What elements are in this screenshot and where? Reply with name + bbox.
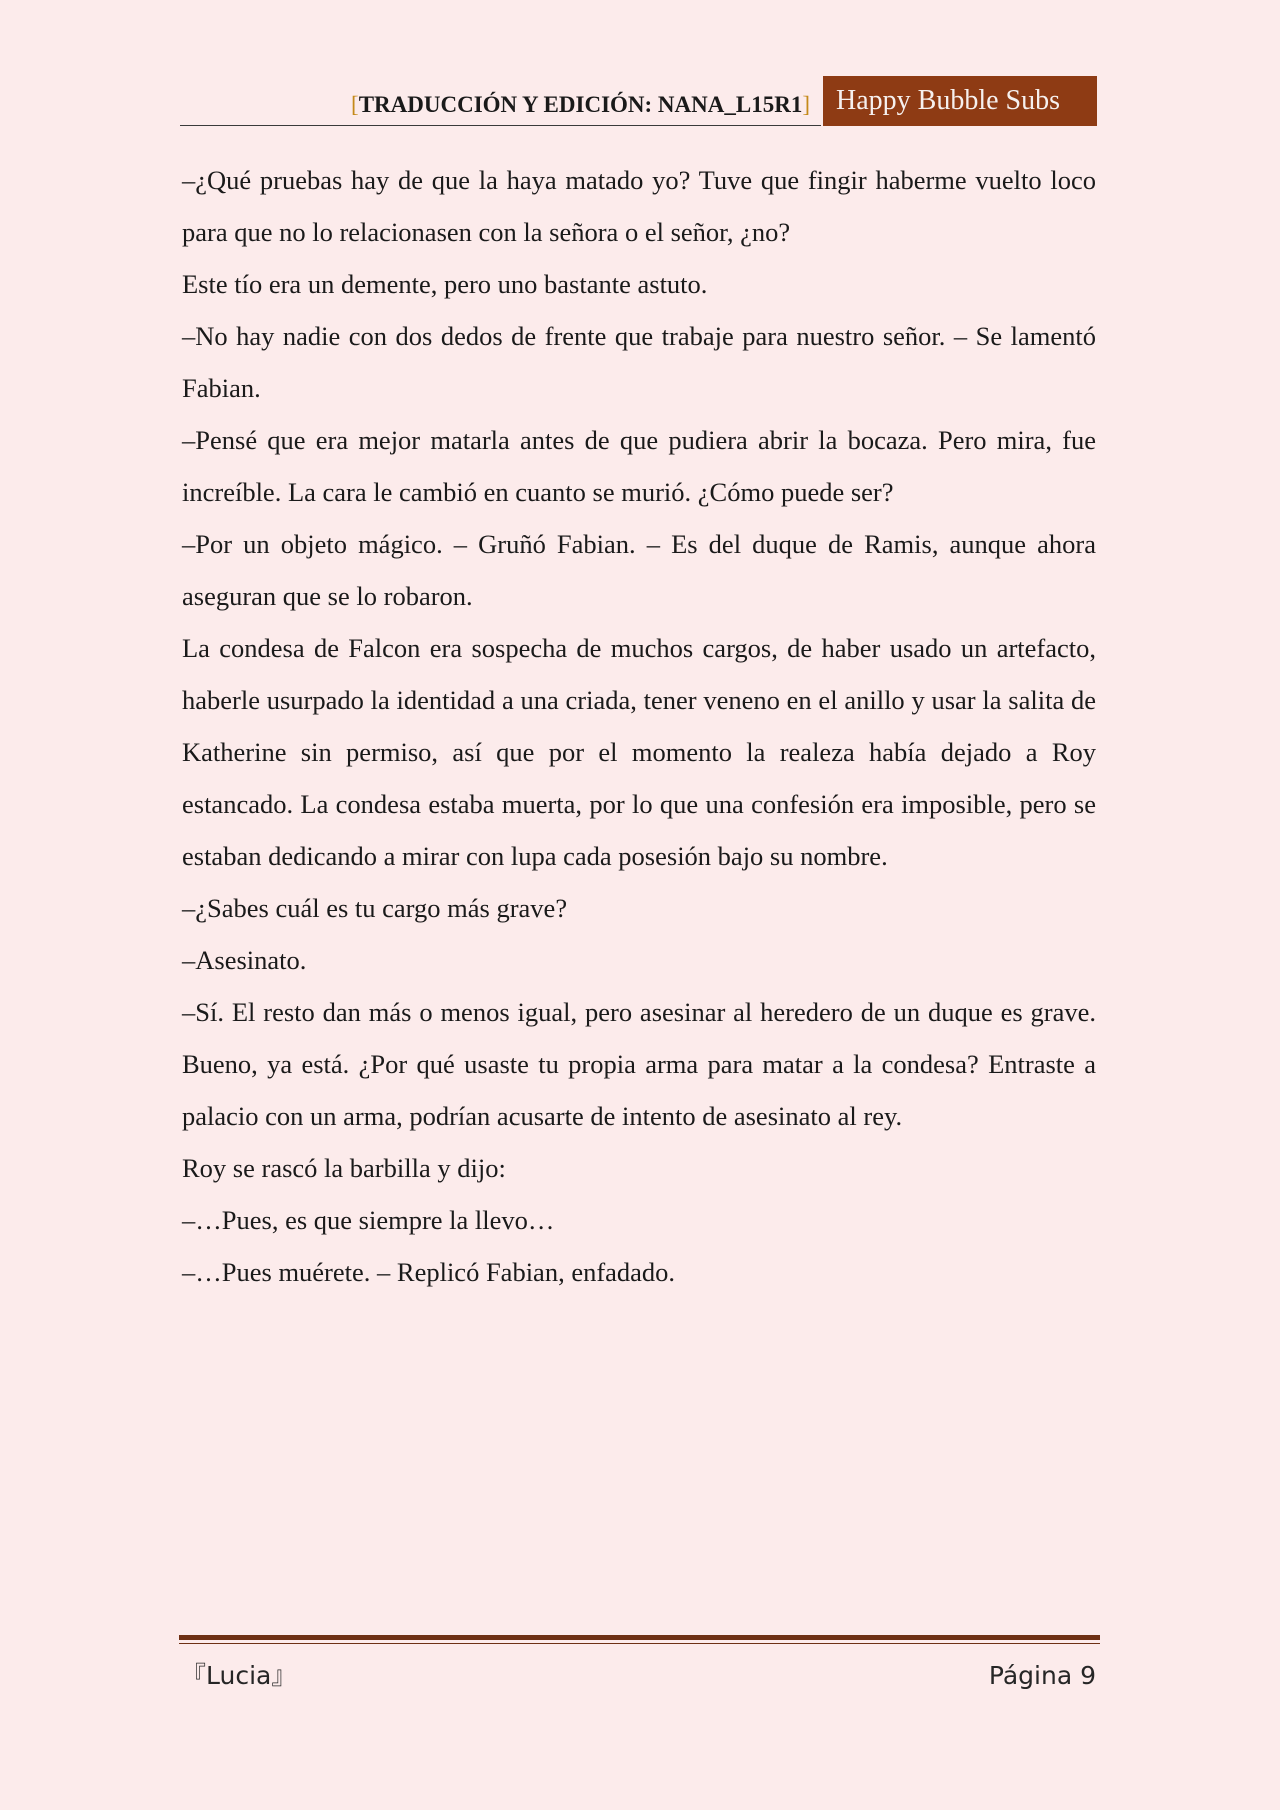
paragraph: –No hay nadie con dos dedos de frente que trabaje para nuestro señor. – Se lamentó Fabian. xyxy=(182,321,1096,403)
footer-rule-thin xyxy=(179,1643,1100,1644)
page-body xyxy=(182,154,1096,1298)
paragraph: –Por un objeto mágico. – Gruñó Fabian. – Es del duque de Ramis, aunque ahora aseguran que se lo robaron. xyxy=(182,529,1096,611)
footer-book-title: 『Lucia』 xyxy=(181,1661,297,1690)
paragraph: Este tío era un demente, pero uno bastante astuto. xyxy=(182,269,708,299)
header-credit xyxy=(180,76,821,126)
footer-rule-thick xyxy=(179,1635,1100,1640)
header-title: TRADUCCIÓN Y EDICIÓN: NANA_L15R1 xyxy=(358,92,803,117)
paragraph: –…Pues muérete. – Replicó Fabian, enfadado. xyxy=(182,1257,676,1287)
header-bracket-open: [ xyxy=(351,92,359,117)
paragraph: –¿Qué pruebas hay de que la haya matado yo? Tuve que fingir haberme vuelto loco para que no lo relacionasen con la señora o el señor, ¿no? xyxy=(182,165,1096,247)
page-header xyxy=(180,76,1097,126)
paragraph: –Pensé que era mejor matarla antes de que pudiera abrir la bocaza. Pero mira, fue increíble. La cara le cambió en cuanto se murió. ¿Cómo puede ser? xyxy=(182,425,1096,507)
paragraph: –…Pues, es que siempre la llevo… xyxy=(182,1205,555,1235)
header-badge: Happy Bubble Subs xyxy=(823,76,1097,126)
paragraph: –Asesinato. xyxy=(182,945,307,975)
paragraph: –Sí. El resto dan más o menos igual, pero asesinar al heredero de un duque es grave. Bueno, ya está. ¿Por qué usaste tu propia arma para matar a la condesa? Entraste a palacio con un arma, podrían acusarte de intento de asesinato al rey. xyxy=(182,997,1096,1131)
paragraph: –¿Sabes cuál es tu cargo más grave? xyxy=(182,893,568,923)
footer-page-number: Página 9 xyxy=(988,1661,1096,1690)
paragraph: La condesa de Falcon era sospecha de muchos cargos, de haber usado un artefacto, haberle usurpado la identidad a una criada, tener veneno en el anillo y usar la salita de Katherine sin permiso, así que por el momento la realeza había dejado a Roy estancado. La condesa estaba muerta, por lo que una confesión era imposible, pero se estaban dedicando a mirar con lupa cada posesión bajo su nombre. xyxy=(182,633,1096,871)
header-bracket-close: ] xyxy=(802,92,810,117)
header-rule xyxy=(180,125,821,126)
paragraph: Roy se rascó la barbilla y dijo: xyxy=(182,1153,506,1183)
